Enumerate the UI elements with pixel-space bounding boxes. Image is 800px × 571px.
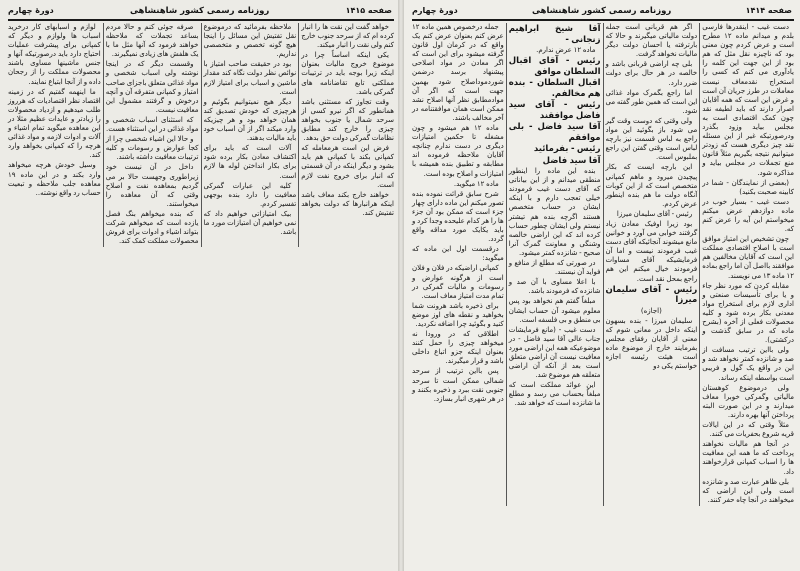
paragraph: اطلاقی که در ورودا نه میخواهد چیزی را حمل کنند بعنوان اینکه جزو اتباع داخلی باشد و قرار میگیرند. [412,330,504,366]
speaker-heading: آقا شیخ ابراهیم زنجانی - [508,24,601,45]
text-column [506,23,603,506]
paragraph: بود زیرا اوفیک معادن زیاد گرفتند خوابی می آورد و خوانین مانع میشوند آنجائیکه آقای دست غیب فرمودند نیست و اما آن فرمایشیکه آقای مساوات فرمودند خیال میکنم این هم راجع بمحل نقد است. [605,219,698,283]
paragraph: در صورتی که مطلع از منافع و فواید آن نیستند. [508,259,601,277]
paragraph: درقسمت اول این ماده که میگوید: [412,245,504,263]
paragraph: لوازم و اسبابهای کار درخرید اسباب ها ولوازم و دیگر که کمپانی برای پیشرفت عملیات احتیاج دارد باید درصورتیکه آنها و جنس ماشینها مساوی باشند محصولات مملکت را از رجحان داده و از آنجا ابتیاع نمایند. [8,23,101,86]
paragraph: خواهند خارج بکند معاف باشد اینکه هرانبارها که دولت بخواهد تفتیش کند. [301,190,394,217]
text-column [298,23,396,247]
paragraph: با اعلا مساوی با آن صد و شانزده که فرمودند باشد. [508,278,601,296]
paragraph: دست غیب - بسیار خوب در ماده دوازدهم عرض میکنم میخواستم این آیه را عرض کنم که. [702,197,794,234]
volume-label: دورهٔ چهارم [412,6,458,15]
speaker-heading: آقا سید فاضل [542,155,601,166]
text-column [699,23,796,506]
paragraph: دست غیب - (مانع فرمایشات جناب عالی آقا سید فاضل - در موضوعیکه همه این اراضی مورد معافیت نیست آن اراضی متعلق است بعد از آنکه آن اراضی متعلقه هم موضوع شد. [508,325,601,380]
paragraph: ماده ۱۲ میگوید. [453,179,499,188]
paragraph: بود در حقیقت صاحب امتیاز با نوائص نظر دولت نگاه کند مقدار ماشین و اسباب برای امتیاز لازم است. [203,60,297,96]
paragraph: برای ذخیره باشد هرونت شما بخواهید و نقطه های اوز موضع کنید و بگوئید چرا اضافه نکردید. [412,301,504,328]
paragraph: شرح سابق قرائت نموده بنده تصور میکنم این ماده دارای چهار جزء است که ممکن بود آن جزء ها را هر کدام علیحده وجدا کرد و باید یکایک مورد مداقه واقع گردد. [412,189,504,244]
paragraph: که استثنای اسباب شخصی و مواد غذائی در این استثناء هست. [105,115,199,134]
paragraph: چون تشخیص این امتیاز موافق است با اصلاح اقتصادی مملکت این است که آقایان مخالفین هم موافقند بااصل آن اما راجع بماده ۱۲ ماده ۱۳ می نویسند. [702,235,794,280]
paragraph: ولی بااین ترتیب مسافت از صد و شانزده کمتر نخواهد شد و این در واقع یک گول و فریبی است بواسطه اینکه رساند. [702,346,794,382]
paragraph: این بارچه ایست که بکار پیچیدن میرود و ماهم کمپانی متخصص است که از این کوبات آنگاه دولت ما هم بنده اینطور عرض کردم. [605,163,698,208]
paragraph: ولی درموضوع کوهستان مالیاتی وگمرکی خوبرا معاف میدارند و در این صورت البته پرداختن آنها بهره دارند. [702,383,794,419]
paragraph: جمله درخصوص همین ماده ۱۲ عرض کنم بعنوان عرض کنم یک واقع که در کرمان اول قانون گرفته میشود برای این است که اگر معادن در مواد اصلاحی پیشنهاد برسد درضمن شوردموداصلاح شود بهمین جهت است که اگر آن موادمطابق نظر آنها اصلاح نشد ممکن است همان موافقتنامه در آخر مخالف باشند. [412,23,504,122]
paragraph: مثلاً وقتی که در این ایالات قریه شروع بحفریات می کنند. [702,421,794,439]
paragraph: این عوائد مملکت است که مبلغاً بحساب می رسد و مطلع ما شانزده است که خواهد شد. [508,381,601,408]
paragraph: که بنده میخواهم بنگ فصل یازده است که میخواهم شرکت بتواند اشیاء و ادوات برای فروش محصولات مملکت کمک کند. [105,209,199,246]
paragraph: بیک امتیازاتی خواهیم داد که نمی خواهیم آن امتیازات مورد ما باشد. [203,209,297,237]
paragraph: سلیمان میرزا - بنده بسهون اینکه داخل در معانی شوم که معنی از آقایان رفقای مجلس بفرمایند خارج از موضوع ماده است هیئت رئیسه اجازه خواستم یکی دو [605,316,698,371]
paragraph: فرض این است هرمعامله که کمپانی بکند با کمپانی هم باید بشود و دیگر اینکه در آن قسمتی که انبار برای خروج نفت لازم است. [301,144,394,189]
paragraph: داخل در آن نیست خود زیراطوری وجهست حالا بر می گردیم بمعاهده نفت و اصلاح وقتی که آن معاهده را میخواستند. [105,163,199,208]
paragraph: بنده این ماده را اینطور منطقی میدانم و از این بیاناتی که آقای دست غیب فرمودند خیلی تعجب دارم و با اینکه ایشان در حساب متخصص هستند اگرچه بنده هم تیشتر نیستم ولی ایشان چطور حساب کرده اند که این اراضی خالصه وشنگی و معاونت گمرک آنرا صحیح - شانزده کمتر میشود. [508,167,601,257]
text-columns [6,23,396,247]
text-column [6,23,103,247]
page-header [8,4,392,17]
text-column [201,23,299,247]
paragraph: وقت تجاوز که مستثنی باشد همانطور که اگر نیرو کسی از سرحد شمال یا جنوب بخواهد چیزی را خارج کند مطابق نظامات گمرکی دولت حق بدهد. [301,97,394,143]
paragraph: یکی اینکه اساساً چرا در موضوع خروج مالیات بعنوان اینکه زیرا بوجه باید در ترتیبات مملکتی تابع تقاضانامه های گمرکی باشد. [301,51,394,96]
volume-label: دورهٔ چهارم [8,6,54,15]
paragraph: دست غیب - اینقدرها فارسی بلدم و میدانم ماده ۱۲ مطرح است و عرض کردم چون معنی بود که ناچیزه نقل مثل که هم بود از این جهت این کلمه را یادآوری می کنم که کسی را استخراج نقدمعاف نیست معاملات در طرز جریان آن است و غرض این است که همه آقایان اصرار دارند که باید لطیفه نقد چون کمک اقتصادی است به مجلس بیاید وزود بگذرد ودرصورتیکه غیر از این مسئله نقد چیز دیگری هست که زودتر میتوانیم نتیجه بگیریم مثلاً قانون منع تجملات در مجلس بیاید و مذاکره شود. [702,23,794,177]
paragraph: ماده ۱۲ هم میشود و چون مشغله تا حکمین امتیازات دیگری در دست ندارم چنانچه آقایان ملاحظه فرموده اند مطابقه و تطبیق بنده همیشه با امتیازات و اصلاح بوده است. [412,124,504,178]
page-number: صفحه ۱۴۱۴ [745,6,792,15]
paragraph: اما راجع بگمرک مواد غذائی این است که همین طور گفته می شود. [605,88,698,115]
speaker-heading: رئیس - آقای سید فاضل موافقند [508,100,601,121]
paragraph: خواهد گفت این نقت ها را انبار کرده ام که از سرحد جنوب خارج کنم ولی نقت را انبار میکند. [301,23,394,50]
paragraph: صرفه جوئی کنم و حالا مردم بساعد تجملات که ملاحظه خواهند فرمود که آنها مثل ما با یک هلفش های زیادی نمیگیرند. [105,23,199,59]
paragraph: بلی ظاهر عبارت صد و شانزده است ولی این اراضی که میخواهند در آنجا چاه حفر کنند. [702,477,794,504]
paragraph: ما اینهمه گفتیم که در زمینه اقتصاد نظر اقتصادیات که هرروز طلب میدهیم و ازدیاد محصولات را زیادتر و عایدات عظیم مثلا در این معاهده میگوید تمام اشیاء و آلات و ادوات لازمه و مواد غذائی هرچه را که کمپانی بخواهد وارد کند. [8,87,101,160]
paragraph: و حالا این اشیاء شخصی چرا از کجا عوارض و رسومات و کلیه ترتیبات معافیت داشته باشند. [105,135,199,162]
speaker-heading: رئیس - بفرمائید [533,144,601,155]
header-rule [412,19,794,21]
text-column [103,23,201,247]
paragraph: مقابله کردن که مورد نظر جاء و یا برای تأسیسات صنعتی و اداری لازم برای استخراج مواد معدنی بکار برده شود و کلیه محصولات فعلی از آخره (بشرح ماده که در سابق گذشت و درکشتی). [702,281,794,345]
paragraph: ولی وقتی که دوست وقت گیر می شود باز بگوئید این مواد راجع به لباس قسمت نیز بارچه لباس است وقتی گفتن این راجع بملبوس است. [605,116,698,162]
page-number: صفحه ۱۴۱۵ [345,6,392,15]
newspaper-title: روزنامه رسمی کشور شاهنشاهی [129,5,270,16]
paragraph: وسیل خودش هرچه میخواهد وارد بکند و در این ماده ۱۹ معاهده جلب ملاحظه و تبعیت حساب رد واقع نوشته.. [8,161,101,197]
paragraph: مبلغاً گفتم هم نخواهد بود پس معلوم میشود آن حساب ایشان بی منطق و بی فلسفه است. [508,297,601,324]
paragraph: کلیه این عبارات گمرکی معافیت را دارد بنده بوجهی تفسیر کردم. [203,181,297,208]
binding-gutter [398,0,404,571]
paragraph: اگر هم قربانی است جمله دولت مالیاتی میگیرند و حالا که بارترفته یا احسان دولت دیگر مالیات نخواهد گرفت. [605,23,698,59]
speaker-heading: آقا سید فاضل - بلی موافقم [508,122,601,143]
paragraph: بلی چه اراضی قربانی باشد و خالصه در هر حال برای دولت ضرر دارد. [605,60,698,87]
right-page [404,0,800,571]
paragraph: (بعضی از نمایندگان - شما در کابینه صحبت بکنید) [702,178,794,196]
text-column [603,23,700,506]
centered-note: (اجازه) [640,306,662,315]
paragraph: دیگر هیچ نمیتوانیم بگوئیم و هرچیزی که خودش تصدیق کند همان خواهد بود و هر چیزیکه وارد میکند اگر از آن اسباب خود باید مالیات بدهند. [203,97,297,143]
paragraph: آلات است که باید برای اکتشاف معادن بکار برده شود برای بکار انداختن لوله ها لازم است. [203,144,297,180]
paragraph: کمپانی اراضیکه در فلان و فلان است از هرگونه عوارض و رسومات و مالیات گمرکی در تمام مدت امتیاز معاف است. [412,264,504,300]
text-columns [410,23,796,506]
speaker-heading: اقبال السلطان - بنده هم مخالفم. [508,78,601,99]
newspaper-title: روزنامه رسمی کشور شاهنشاهی [531,5,672,16]
page-header [412,4,792,17]
paragraph: در آنجا هم مالیات نخواهند پرداخت که ما همه این معافیت ها را اسباب کمپانی قرارخواهند داد. [702,440,794,476]
paragraph: ملاحظه بفرمائید که درموضوع نقل تفتیش این مسائل را اینجا هیچ گونه تخصص و متخصصی نداریم. [203,23,297,59]
header-rule [8,19,394,21]
paragraph: وقسمت دیگر که در اینجا نوشته ولی اسباب شخصی و مواد غذائی متعلق باجزای صاحب امتیاز و کمپانی متفرقه آن و آنچه درخوش و گرفتند مشمول این معافیت نیست. [105,60,199,114]
paragraph: پس بااین ترتیب از سرحد شمالی ممکن است تا سرحد جنوبی نقت ببرد و ذخیره بکنند و در هر شهری انبار بسازد. [412,367,504,403]
speaker-heading: رئیس - آقای اقبال السلطان موافق [508,56,601,77]
text-column [410,23,506,506]
speaker-heading: رئیس - آقای سلیمان میرزا [605,284,698,306]
paragraph: ماده ۱۲ عرض ندارم. [536,46,596,54]
paragraph: رئیس - آقای سلیمان میرزا [616,209,693,218]
